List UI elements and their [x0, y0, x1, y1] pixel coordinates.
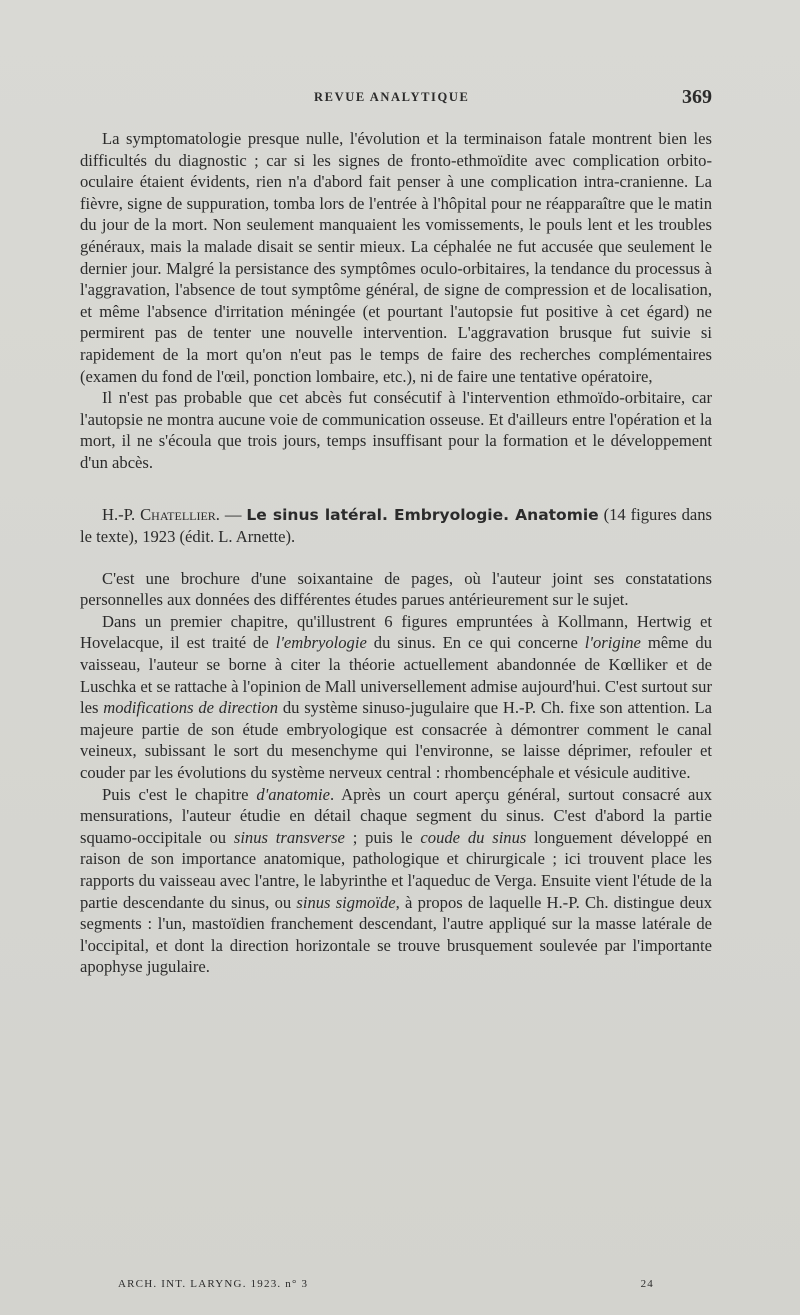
footer-journal: ARCH. INT. LARYNG. 1923. n° 3: [118, 1278, 309, 1290]
text-run: du système sinuso-jugulaire que H.-P. Ch. fixe son attention. La majeure partie de son étude embryologique est consacrée à démontrer comment le canal veineux, subissant le sort du mesenchyme qui l'environne, se laisse déprimer, refouler et couder par les évolutions du système nerveux central : rhombencéphale et vésicule auditive.: [80, 698, 712, 783]
italic-term: sinus sigmoïde: [296, 892, 396, 912]
text-run: Dans un premier chapitre, qu'illustrent 6 figures empruntées à Kollmann, Hertwig et Hovelacque, il est traité de: [80, 611, 712, 653]
section-gap-small: [80, 548, 712, 568]
running-title: REVUE ANALYTIQUE: [314, 90, 470, 104]
review-paragraph-1: C'est une brochure d'une soixantaine de pages, où l'auteur joint ses constatations personnelles aux données des différentes études parues antérieurement sur le sujet.: [80, 568, 712, 610]
italic-term: l'embryologie: [275, 633, 367, 653]
review-paragraph-3: [80, 784, 712, 978]
review-details: (14 figures dans le texte), 1923 (édit. L. Arnette).: [80, 504, 712, 547]
text-run: du sinus. En ce qui concerne: [366, 633, 585, 653]
review-author: H.-P. Chatellier.: [102, 504, 220, 524]
page-footer: [118, 1278, 654, 1296]
review-title: Le sinus latéral. Embryologie. Anatomie: [246, 505, 599, 524]
continuation-paragraph-2: Il n'est pas probable que cet abcès fut consécutif à l'intervention ethmoïdo-orbitaire, car l'autopsie ne montra aucune voie de communication osseuse. Et d'ailleurs entre l'opération et la mort, il ne s'écoula que trois jours, temps insuffisant pour la formation et le développement d'un abcès.: [80, 388, 712, 472]
review-dash: —: [219, 504, 247, 524]
continuation-paragraph-1: La symptomatologie presque nulle, l'évolution et la terminaison fatale montrent bien les difficultés du diagnostic ; car si les signes de fronto-ethmoïdite avec complication orbito-oculaire étaient évidents, rien n'a d'abord fait penser à une complication intra-cranienne. La fièvre, signe de suppuration, tomba lors de l'entrée à l'hôpital pour ne réapparaître que le matin du jour de la mort. Non seulement manquaient les vomissements, le pouls lent et les troubles généraux, mais la malade disait se sentir mieux. La céphalée ne fut accusée que seulement le dernier jour. Malgré la persistance des symptômes oculo-orbitaires, la tendance du processus à l'aggravation, l'absence de tout symptôme général, de signe de compression et de localisation, et même l'absence d'irritation méningée (et pourtant l'autopsie fut positive à cet égard) ne permirent pas de tenter une nouvelle intervention. L'aggravation brusque fut suivie si rapidement de la mort qu'on n'eut pas le temps de faire des recherches complémentaires (examen du fond de l'œil, ponction lombaire, etc.), ni de faire une tentative opératoire,: [80, 129, 712, 386]
italic-term: modifications de direction: [103, 698, 279, 718]
body-text: [80, 128, 712, 978]
text-run: Puis c'est le chapitre: [102, 784, 257, 804]
italic-term: coude du sinus: [420, 827, 527, 847]
text-run: longuement développé en raison de son importance anatomique, pathologique et chirurgicale ; ici trouvent place les rapports du vaisseau avec l'antre, le labyrinthe et l'aqueduc de Verga. Ensuite vient l'étude de la partie descendante du sinus, ou: [80, 827, 712, 912]
footer-signature: 24: [640, 1278, 654, 1290]
text-run: même du vaisseau, l'auteur se borne à citer la théorie actuellement abandonnée de Kœlliker et de Luschka et se rattache à l'opinion de Mall universellement admise aujourd'hui. C'est surtout sur les: [80, 633, 712, 718]
text-run: ; puis le: [344, 827, 421, 847]
page-header: [80, 88, 712, 112]
page-number: 369: [682, 86, 712, 108]
italic-term: l'origine: [584, 633, 641, 653]
review-paragraph-2: [80, 611, 712, 784]
italic-term: d'anatomie: [256, 784, 330, 804]
text-run: . Après un court aperçu général, surtout consacré aux mensurations, l'auteur étudie en détail chaque segment du sinus. C'est d'abord la partie squamo-occipitale ou: [80, 784, 712, 847]
italic-term: sinus transverse: [233, 827, 345, 847]
text-run: , à propos de laquelle H.-P. Ch. distingue deux segments : l'un, mastoïdien franchement descendant, l'autre appliqué sur la masse latérale de l'occipital, et dont la direction horizontale se trouve brusquement soulevée par l'importante apophyse jugulaire.: [80, 892, 712, 977]
review-reference: [80, 504, 712, 548]
section-gap: [80, 474, 712, 504]
